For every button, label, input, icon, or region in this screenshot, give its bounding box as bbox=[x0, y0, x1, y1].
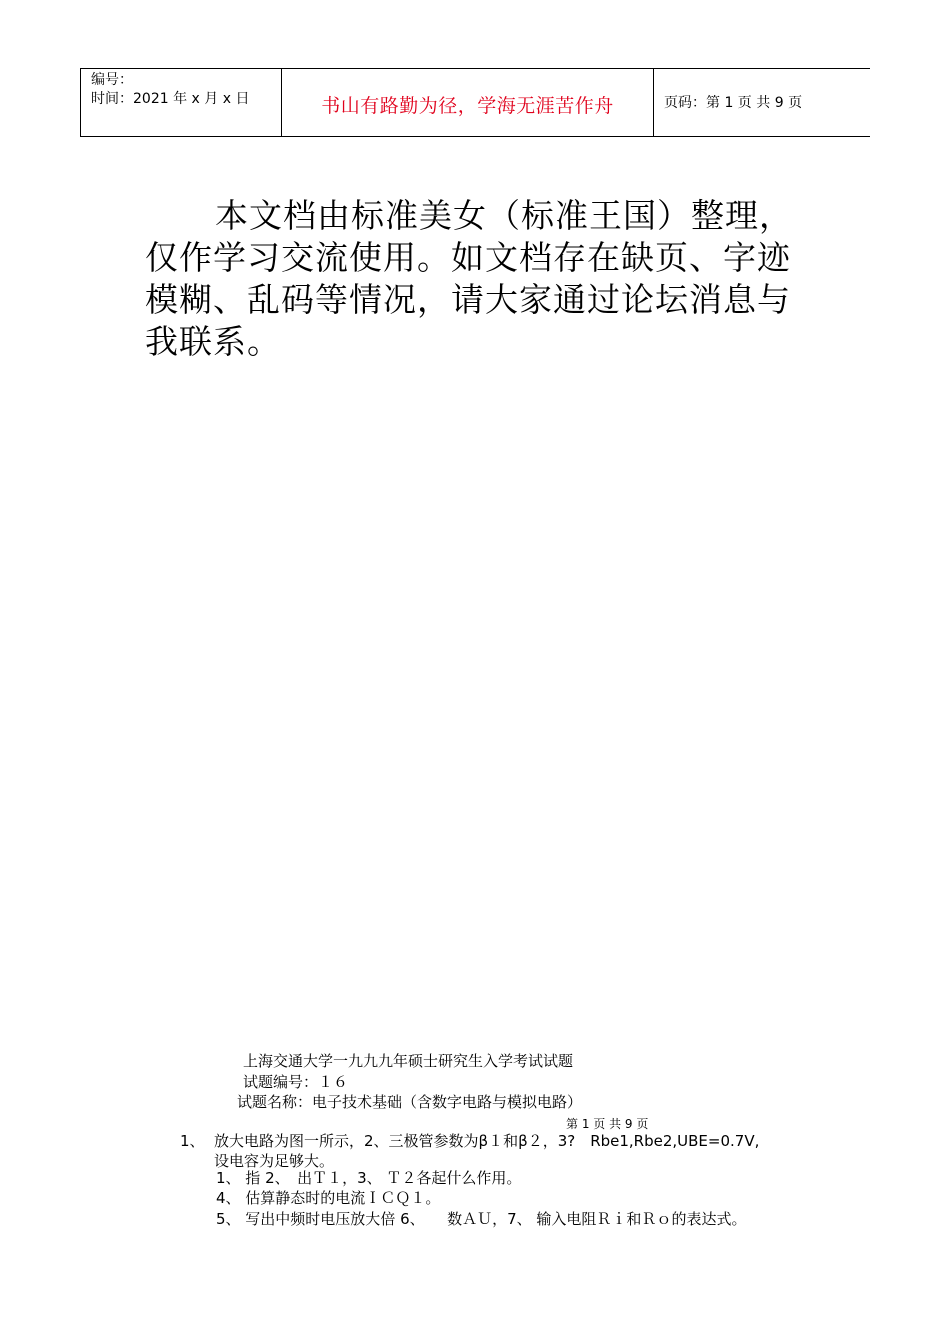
sub-question-1: 1、 指 2、 出Ｔ１，3、 Ｔ２各起什么作用。 bbox=[216, 1169, 522, 1187]
question-1-line-1: 放大电路为图一所示，2、三极管参数为β１和β２，3? Rbe1,Rbe2,UBE=0.7V, bbox=[214, 1132, 760, 1150]
exam-code: 试题编号：１６ bbox=[243, 1073, 349, 1091]
sub-question-4: 4、 估算静态时的电流ＩＣＱ１。 bbox=[216, 1189, 441, 1207]
motto: 书山有路勤为径，学海无涯苦作舟 bbox=[321, 95, 614, 117]
header-left-cell bbox=[80, 69, 282, 136]
exam-title: 上海交通大学一九九九年硕士研究生入学考试试题 bbox=[243, 1052, 574, 1070]
exam-name: 试题名称：电子技术基础（含数字电路与模拟电路） bbox=[237, 1093, 583, 1111]
page-marker: 第 1 页 共 9 页 bbox=[566, 1117, 649, 1131]
sub-question-5: 5、 写出中频时电压放大倍 6、 数ＡＵ，7、 输入电阻Ｒｉ和Ｒｏ的表达式。 bbox=[216, 1210, 747, 1228]
header-page-cell bbox=[654, 69, 870, 136]
serial-label: 编号： bbox=[91, 72, 133, 88]
question-1-number: 1、 bbox=[180, 1132, 205, 1150]
page-info: 页码：第 1 页 共 9 页 bbox=[664, 95, 803, 111]
question-1-line-2: 设电容为足够大。 bbox=[214, 1152, 335, 1170]
document-header bbox=[80, 68, 870, 137]
date-label: 时间：2021 年 x 月 x 日 bbox=[91, 91, 250, 107]
notice-paragraph: 本文档由标准美女（标准王国）整理，仅作学习交流使用。如文档存在缺页、字迹模糊、乱码等情况，请大家通过论坛消息与我联系。 bbox=[145, 196, 793, 361]
header-motto-cell bbox=[282, 69, 654, 136]
